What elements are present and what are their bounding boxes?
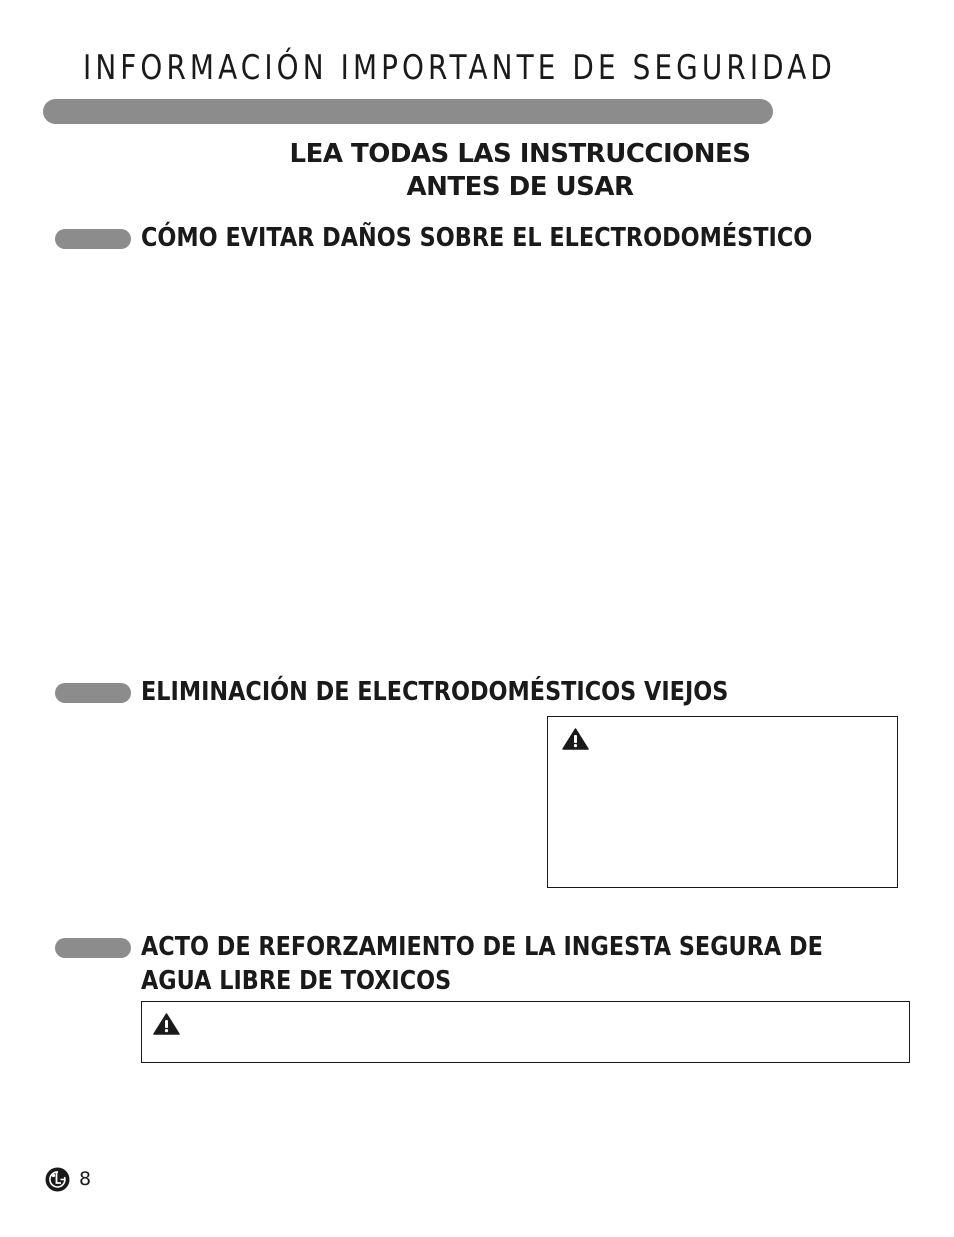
section-marker-bar: [55, 683, 131, 703]
page-number: 8: [79, 1168, 92, 1190]
section-heading-disposal: ELIMINACIÓN DE ELECTRODOMÉSTICOS VIEJOS: [141, 677, 729, 707]
warning-triangle-icon: [153, 1013, 180, 1035]
title-underline-bar: [43, 99, 773, 124]
section-heading-line-1: ACTO DE REFORZAMIENTO DE LA INGESTA SEGURA DE: [141, 932, 823, 962]
page-title: INFORMACIÓN IMPORTANTE DE SEGURIDAD: [83, 48, 836, 88]
read-instructions-line-1: LEA TODAS LAS INSTRUCCIONES: [289, 139, 751, 169]
section-heading-avoid-damage: CÓMO EVITAR DAÑOS SOBRE EL ELECTRODOMÉSTICO: [141, 223, 813, 253]
read-instructions-line-2: ANTES DE USAR: [406, 172, 634, 202]
section-marker-bar: [55, 938, 131, 958]
lg-logo-icon: [45, 1167, 70, 1192]
water-act-warning-box: [141, 1001, 910, 1063]
warning-triangle-icon: [562, 728, 589, 750]
section-marker-bar: [55, 229, 131, 249]
section-heading-line-2: AGUA LIBRE DE TOXICOS: [141, 966, 452, 996]
read-instructions-notice: [230, 138, 810, 204]
disposal-warning-box: [547, 716, 898, 888]
section-heading-safe-water-act: [141, 930, 898, 998]
